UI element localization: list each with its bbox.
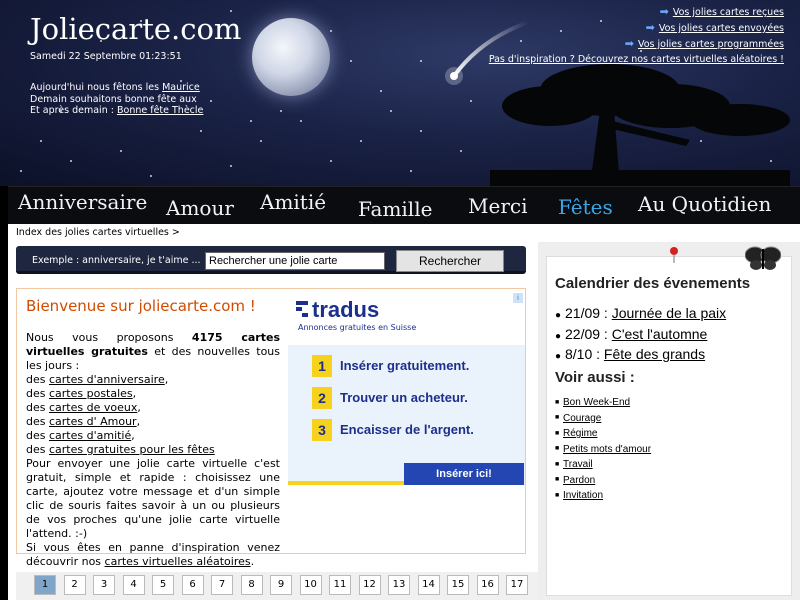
top-links: [489, 4, 784, 67]
star-dot: [410, 170, 412, 172]
event-link[interactable]: Journée de la paix: [611, 305, 727, 321]
ad-step-number: 2: [312, 387, 332, 409]
star-dot: [120, 150, 122, 152]
main-nav: [8, 186, 800, 224]
page-5-button[interactable]: 5: [152, 575, 174, 595]
arrow-icon: ➡: [624, 37, 634, 50]
pin-icon: [669, 247, 679, 263]
butterfly-icon: [745, 245, 781, 271]
received-cards-link[interactable]: Vos jolies cartes reçues: [672, 7, 784, 18]
nav-amitie[interactable]: Amitié: [260, 190, 327, 214]
star-dot: [40, 140, 42, 142]
feast-tomorrow-text: Demain souhaitons bonne fête aux: [30, 93, 197, 105]
nav-merci[interactable]: Merci: [468, 194, 528, 218]
link-greeting-cards[interactable]: cartes de voeux: [48, 401, 138, 414]
welcome-body: Pour envoyer une jolie carte virtuelle c'est gratuit, simple et rapide : choisissez une carte, ajoutez votre message et d'un simple clic de souris faites savoir à un ou plusieurs de vos proches qu'une jolie carte virtuelle l'attend. :-): [26, 457, 280, 540]
see-also-item: [555, 475, 595, 486]
star-dot: [350, 60, 352, 62]
page-17-button[interactable]: 17: [506, 575, 528, 595]
see-also-link[interactable]: Invitation: [563, 490, 604, 501]
page-6-button[interactable]: 6: [182, 575, 204, 595]
page-14-button[interactable]: 14: [418, 575, 440, 595]
random-cards-link[interactable]: Pas d'inspiration ? Découvrez nos cartes virtuelles aléatoires !: [488, 54, 784, 65]
ad-step-text: Trouver un acheteur.: [340, 390, 468, 405]
see-also-item: [555, 490, 603, 501]
bullet-icon: ●: [555, 310, 562, 321]
see-also-item: [555, 459, 593, 470]
sidebar: [538, 242, 800, 600]
intro-text-2: et des nouvelles tous les jours :: [26, 345, 280, 372]
ad-step-number: 1: [312, 355, 332, 377]
calendar-event: ● 22/09 : C'est l'automne: [555, 326, 708, 342]
ad-cta-button[interactable]: Insérer ici!: [404, 463, 524, 485]
star-dot: [420, 60, 422, 62]
ad-subtitle: Annonces gratuites en Suisse: [298, 323, 417, 332]
scheduled-cards-link[interactable]: Vos jolies cartes programmées: [637, 39, 784, 50]
feast-after-link[interactable]: Bonne fête Thècle: [116, 105, 204, 116]
ad-body: [288, 345, 525, 485]
bullet-icon: ●: [555, 331, 562, 342]
header-banner: [0, 0, 800, 186]
site-title[interactable]: Joliecarte.com: [30, 12, 242, 46]
breadcrumb-index-link[interactable]: Index des jolies cartes virtuelles >: [16, 227, 180, 238]
feast-info: [30, 82, 203, 117]
calendar-title: Calendrier des évenements: [555, 275, 751, 292]
page-2-button[interactable]: 2: [64, 575, 86, 595]
welcome-box: [16, 288, 526, 568]
inspiration-text: Si vous êtes en panne d'inspiration venez découvrir nos: [26, 541, 280, 568]
page-7-button[interactable]: 7: [211, 575, 233, 595]
feast-today-text: Aujourd'hui nous fêtons les: [30, 82, 160, 93]
see-also-item: [555, 413, 601, 424]
event-link[interactable]: Fête des grands: [603, 346, 706, 362]
content-area: [8, 224, 800, 600]
bullet-icon: ■: [555, 429, 560, 437]
see-also-title: Voir aussi :: [555, 369, 635, 386]
link-birthday-cards[interactable]: cartes d'anniversaire: [48, 373, 165, 386]
star-dot: [380, 90, 382, 92]
ad-header: [288, 291, 525, 335]
star-dot: [420, 130, 422, 132]
page-1-button[interactable]: 1: [34, 575, 56, 595]
nav-anniversaire[interactable]: Anniversaire: [18, 190, 148, 214]
arrow-icon: ➡: [659, 5, 669, 18]
event-date: 22/09: [565, 326, 601, 342]
pagination: [16, 572, 540, 600]
see-also-link[interactable]: Travail: [563, 459, 593, 470]
arrow-icon: ➡: [645, 21, 655, 34]
calendar-event: ● 21/09 : Journée de la paix: [555, 305, 727, 321]
ad-step-text: Insérer gratuitement.: [340, 358, 470, 373]
event-link[interactable]: C'est l'automne: [611, 326, 708, 342]
bullet-icon: ■: [555, 414, 560, 422]
card-count: 4175 cartes virtuelles gratuites: [26, 331, 280, 358]
link-love-cards[interactable]: cartes d' Amour: [48, 415, 137, 428]
nav-amour[interactable]: Amour: [166, 196, 234, 220]
des-text: des: [26, 443, 46, 456]
star-dot: [470, 100, 472, 102]
star-dot: [260, 140, 262, 142]
tradus-logo-icon: [296, 299, 308, 319]
feast-today-link[interactable]: Maurice: [162, 82, 200, 93]
star-dot: [250, 120, 252, 122]
des-text: des: [26, 401, 46, 414]
calendar-box: [546, 256, 792, 596]
see-also-item: [555, 428, 597, 439]
see-also-item: [555, 444, 651, 455]
see-also-link[interactable]: Bon Week-End: [563, 397, 631, 408]
des-text: des: [26, 373, 46, 386]
ad-info-icon[interactable]: i: [513, 293, 523, 303]
page-3-button[interactable]: 3: [93, 575, 115, 595]
star-dot: [20, 170, 22, 172]
nav-fetes[interactable]: Fêtes: [558, 195, 613, 219]
link-friendship-cards[interactable]: cartes d'amitié: [48, 429, 132, 442]
des-text: des: [26, 415, 46, 428]
star-dot: [330, 160, 332, 162]
link-feast-cards[interactable]: cartes gratuites pour les fêtes: [48, 443, 215, 456]
search-input[interactable]: [205, 252, 385, 270]
tree-silhouette-image: [490, 50, 790, 186]
ad-step-text: Encaisser de l'argent.: [340, 422, 474, 437]
star-dot: [210, 100, 212, 102]
des-text: des: [26, 387, 46, 400]
bullet-icon: ■: [555, 491, 560, 499]
page-15-button[interactable]: 15: [447, 575, 469, 595]
star-dot: [70, 160, 72, 162]
bullet-icon: ■: [555, 460, 560, 468]
sent-cards-link[interactable]: Vos jolies cartes envoyées: [658, 23, 784, 34]
welcome-title: Bienvenue sur joliecarte.com !: [26, 297, 256, 315]
page-8-button[interactable]: 8: [241, 575, 263, 595]
main-column: [8, 242, 538, 600]
page-4-button[interactable]: 4: [123, 575, 145, 595]
star-dot: [200, 130, 202, 132]
search-button[interactable]: Rechercher: [396, 250, 504, 272]
star-dot: [330, 30, 332, 32]
see-also-link[interactable]: Courage: [563, 412, 602, 424]
event-date: 8/10: [565, 346, 593, 362]
star-dot: [230, 165, 232, 167]
page-16-button[interactable]: 16: [477, 575, 499, 595]
star-dot: [390, 110, 392, 112]
nav-famille[interactable]: Famille: [358, 197, 433, 221]
star-dot: [300, 120, 302, 122]
event-date: 21/09: [565, 305, 601, 321]
page-13-button[interactable]: 13: [388, 575, 410, 595]
calendar-event: ● 8/10 : Fête des grands: [555, 346, 706, 362]
link-postcards[interactable]: cartes postales: [48, 387, 133, 400]
ad-logo-text: tradus: [312, 297, 380, 322]
nav-au-quotidien[interactable]: Au Quotidien: [638, 192, 772, 216]
random-cards-inline-link[interactable]: cartes virtuelles aléatoires: [104, 555, 251, 568]
star-dot: [460, 150, 462, 152]
search-hint: Exemple : anniversaire, je t'aime ...: [32, 255, 201, 266]
bullet-icon: ■: [555, 445, 560, 453]
see-also-link[interactable]: Pardon: [563, 474, 596, 486]
page-10-button[interactable]: 10: [300, 575, 322, 595]
ad-divider: [288, 481, 404, 485]
bullet-icon: ■: [555, 476, 560, 484]
ad-step-number: 3: [312, 419, 332, 441]
moon-image: [252, 18, 330, 96]
see-also-link[interactable]: Petits mots d'amour: [563, 443, 652, 455]
date-time: Samedi 22 Septembre 01:23:51: [30, 51, 182, 62]
see-also-link[interactable]: Régime: [563, 428, 598, 439]
feast-after-text: Et après demain :: [30, 105, 114, 116]
star-dot: [150, 175, 152, 177]
search-bar: [16, 246, 526, 274]
bullet-icon: ●: [555, 351, 562, 362]
des-text: des: [26, 429, 46, 442]
star-dot: [360, 140, 362, 142]
see-also-item: [555, 397, 630, 408]
tradus-ad[interactable]: [288, 291, 525, 485]
page-9-button[interactable]: 9: [270, 575, 292, 595]
bullet-icon: ■: [555, 398, 560, 406]
breadcrumb: [16, 227, 180, 238]
page-12-button[interactable]: 12: [359, 575, 381, 595]
star-dot: [280, 110, 282, 112]
intro-text: Nous vous proposons: [26, 331, 174, 344]
welcome-text: Nous vous proposons 4175 cartes virtuelles gratuites et des nouvelles tous les jours : des cartes d'anniversaire, des cartes postales, des cartes de voeux, des cartes d' Amour, des cartes d'amitié, des cartes gratuites pour les fêtes Pour envoyer une jolie carte virtuelle c'est gratuit, simple et rapide : choisissez une carte, ajoutez votre message et d'un simple clic de souris faites savoir à un ou plusieurs de vos proches qu'une jolie carte virtuelle l'attend. :-) Si vous êtes en panne d'inspiration venez découvrir nos cartes virtuelles aléatoires.: [26, 331, 280, 568]
page-11-button[interactable]: 11: [329, 575, 351, 595]
